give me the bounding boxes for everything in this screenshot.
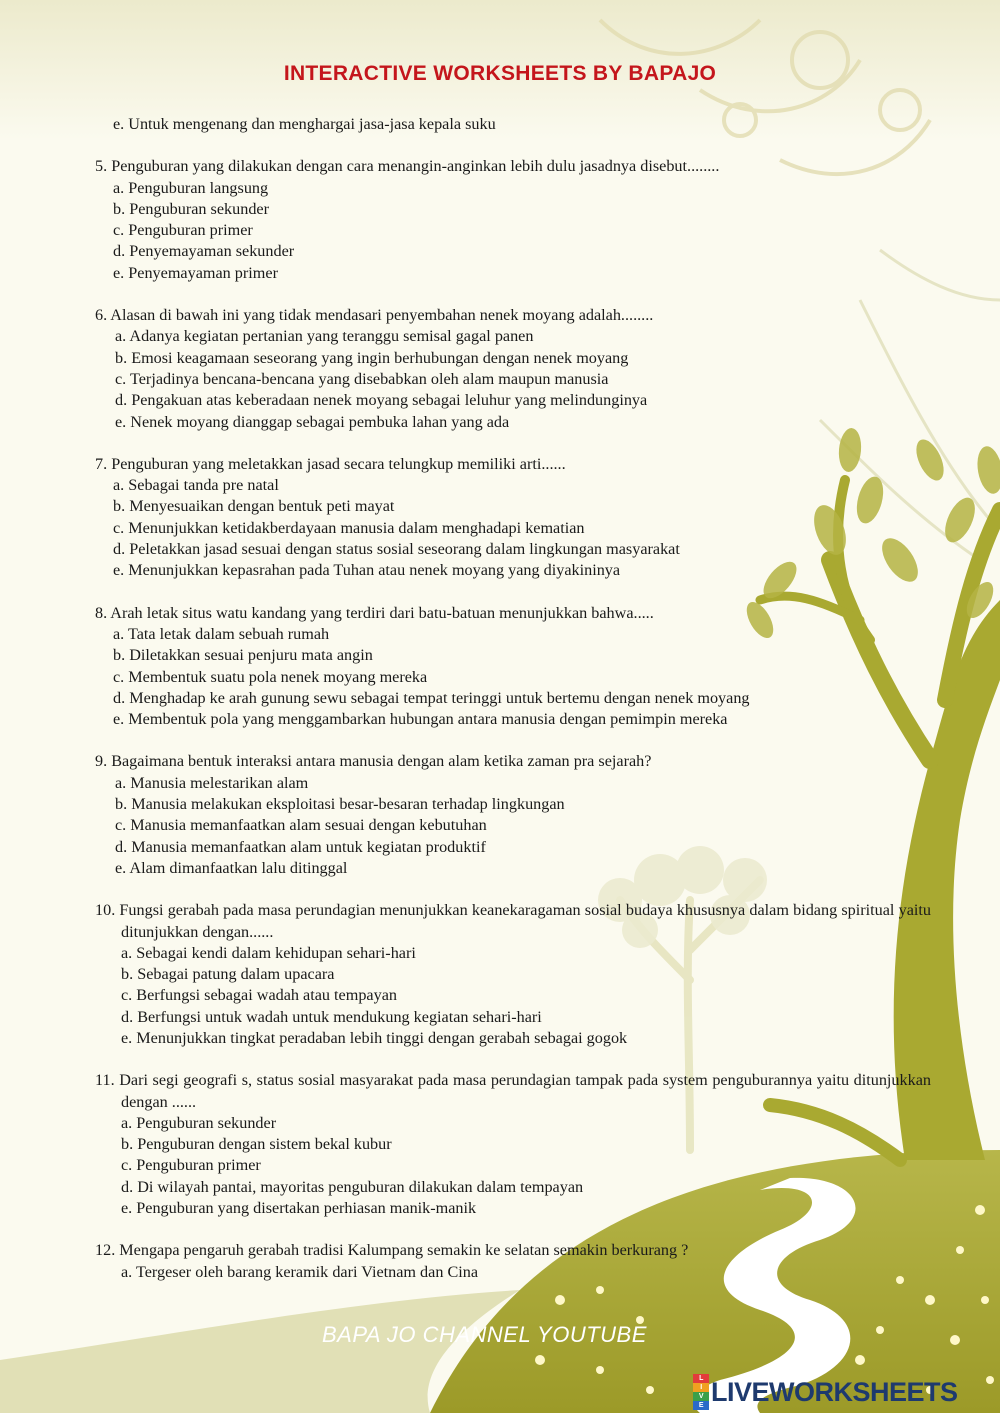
question-10-option-c: c. Berfungsi sebagai wadah atau tempayan (121, 986, 397, 1005)
question-9: 9. Bagaimana bentuk interaksi antara manusia dengan alam ketika zaman pra sejarah? (95, 752, 652, 771)
badge-letter-v: V (693, 1392, 709, 1401)
question-12: 12. Mengapa pengaruh gerabah tradisi Kalumpang semakin ke selatan semakin berkurang ? (95, 1241, 689, 1260)
question-8-option-d: d. Menghadap ke arah gunung sewu sebagai tempat teringgi untuk bertemu dengan nenek moyang (113, 688, 750, 707)
question-6-option-c: c. Terjadinya bencana-bencana yang disebabkan oleh alam maupun manusia (115, 369, 609, 388)
question-11: 11. Dari segi geografi s, status sosial masyarakat pada masa perundagian tampak pada system penguburannya yaitu ditunjukkan dengan ...... (95, 1071, 931, 1111)
badge-letter-e: E (693, 1401, 709, 1410)
worksheet-content (95, 114, 931, 1283)
question-11-option-a: a. Penguburan sekunder (121, 1113, 277, 1132)
question-8-option-a: a. Tata letak dalam sebuah rumah (113, 624, 330, 643)
question-5-option-b: b. Penguburan sekunder (113, 199, 269, 218)
carryover-option: e. Untuk mengenang dan menghargai jasa-jasa kepala suku (113, 115, 496, 133)
question-11-option-b: b. Penguburan dengan sistem bekal kubur (121, 1135, 392, 1154)
question-6-option-b: b. Emosi keagamaan seseorang yang ingin berhubungan dengan nenek moyang (115, 348, 629, 367)
question-10-option-b: b. Sebagai patung dalam upacara (121, 965, 335, 984)
question-5-option-d: d. Penyemayaman sekunder (113, 242, 295, 261)
question-6-option-e: e. Nenek moyang dianggap sebagai pembuka lahan yang ada (115, 412, 510, 431)
question-9-option-e: e. Alam dimanfaatkan lalu ditinggal (115, 858, 348, 877)
question-11-option-c: c. Penguburan primer (121, 1156, 261, 1175)
question-8-option-e: e. Membentuk pola yang menggambarkan hubungan antara manusia dengan pemimpin mereka (113, 710, 728, 729)
question-10-option-e: e. Menunjukkan tingkat peradaban lebih tinggi dengan gerabah sebagai gogok (121, 1028, 628, 1047)
question-12-option-a: a. Tergeser oleh barang keramik dari Vietnam dan Cina (121, 1262, 479, 1281)
badge-letter-l: L (693, 1374, 709, 1383)
question-6-option-a: a. Adanya kegiatan pertanian yang teranggu semisal gagal panen (115, 327, 534, 346)
question-9-option-d: d. Manusia memanfaatkan alam untuk kegiatan produktif (115, 837, 486, 856)
question-9-option-a: a. Manusia melestarikan alam (115, 773, 309, 792)
question-7-option-a: a. Sebagai tanda pre natal (113, 476, 279, 495)
question-5-option-c: c. Penguburan primer (113, 221, 253, 240)
question-5: 5. Penguburan yang dilakukan dengan cara menangin-anginkan lebih dulu jasadnya disebut........ (95, 157, 720, 176)
liveworksheets-badge-icon (693, 1374, 709, 1410)
question-7-option-e: e. Menunjukkan kepasrahan pada Tuhan atau nenek moyang yang diyakininya (113, 561, 621, 580)
question-7: 7. Penguburan yang meletakkan jasad secara telungkup memiliki arti...... (95, 454, 566, 473)
question-11-option-d: d. Di wilayah pantai, mayoritas penguburan dilakukan dalam tempayan (121, 1177, 584, 1196)
question-10-option-d: d. Berfungsi untuk wadah untuk mendukung kegiatan sehari-hari (121, 1007, 542, 1026)
question-9-option-c: c. Manusia memanfaatkan alam sesuai dengan kebutuhan (115, 816, 487, 835)
badge-letter-i: I (693, 1383, 709, 1392)
youtube-channel-caption: BAPA JO CHANNEL YOUTUBE (322, 1322, 647, 1347)
liveworksheets-logo (693, 1374, 958, 1410)
question-8: 8. Arah letak situs watu kandang yang terdiri dari batu-batuan menunjukkan bahwa..... (95, 603, 654, 622)
question-6: 6. Alasan di bawah ini yang tidak mendasari penyembahan nenek moyang adalah........ (95, 306, 654, 325)
question-6-option-d: d. Pengakuan atas keberadaan nenek moyang sebagai leluhur yang melindunginya (115, 391, 648, 410)
question-7-option-c: c. Menunjukkan ketidakberdayaan manusia dalam menghadapi kematian (113, 518, 585, 537)
liveworksheets-wordmark: LIVEWORKSHEETS (711, 1376, 958, 1407)
question-11-option-e: e. Penguburan yang disertakan perhiasan manik-manik (121, 1199, 477, 1218)
question-8-option-b: b. Diletakkan sesuai penjuru mata angin (113, 646, 373, 665)
question-8-option-c: c. Membentuk suatu pola nenek moyang mereka (113, 667, 428, 686)
question-7-option-d: d. Peletakkan jasad sesuai dengan status sosial seseorang dalam lingkungan masyarakat (113, 540, 680, 559)
page-title: INTERACTIVE WORKSHEETS BY BAPAJO (283, 62, 717, 85)
question-10-option-a: a. Sebagai kendi dalam kehidupan sehari-hari (121, 943, 416, 962)
question-7-option-b: b. Menyesuaikan dengan bentuk peti mayat (113, 497, 395, 516)
question-9-option-b: b. Manusia melakukan eksploitasi besar-besaran terhadap lingkungan (115, 795, 565, 814)
question-5-option-e: e. Penyemayaman primer (113, 263, 278, 282)
question-10: 10. Fungsi gerabah pada masa perundagian menunjukkan keanekaragaman sosial budaya khususnya dalam bidang spiritual yaitu ditunjukkan dengan...... (95, 901, 931, 941)
question-5-option-a: a. Penguburan langsung (113, 178, 269, 197)
